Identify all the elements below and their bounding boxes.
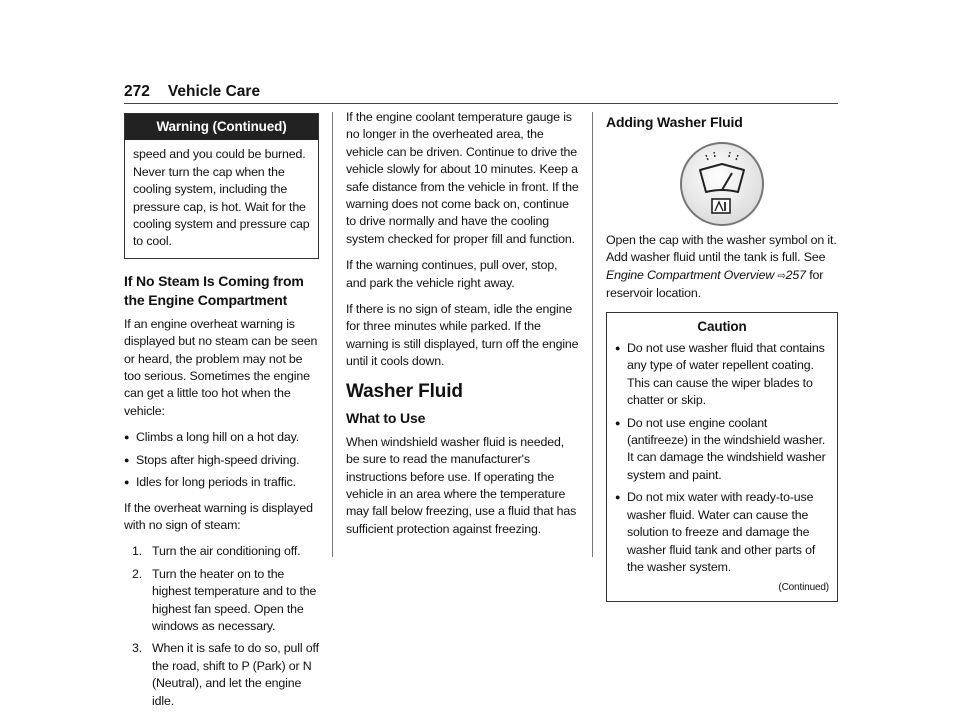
- washer-fluid-icon: [606, 140, 838, 228]
- page-header: [124, 83, 260, 101]
- condition-list: [124, 429, 319, 491]
- adding-paragraph: [606, 232, 838, 303]
- section-title: Vehicle Care: [167, 83, 261, 100]
- page-number: 272: [124, 83, 150, 100]
- step-item: [124, 566, 319, 636]
- arrow-right-icon: ⇨: [777, 270, 786, 282]
- column-divider-2: [592, 112, 593, 557]
- warning-box: [124, 113, 319, 259]
- caution-title: Caution: [697, 318, 747, 334]
- list-item: ● Stops after high-speed driving.: [124, 452, 319, 469]
- caution-item: ● Do not use washer fluid that contains any type of water repellent coating. This can cause the wiper blades to chatter or skip.: [615, 340, 829, 410]
- reservoir-text: for reservoir location.: [606, 267, 824, 301]
- warning-title: Warning (Continued): [125, 114, 318, 140]
- idle-paragraph: If there is no sign of steam, idle the engine for three minutes while parked. If the warning is still displayed, turn off the engine until it cools down.: [346, 302, 579, 369]
- what-to-use-heading: What to Use: [346, 409, 426, 426]
- overheat-paragraph: If an engine overheat warning is displayed but no steam can be seen or heard, the problem may not be too serious. Sometimes the engine can get a little too hot when the vehicle:: [124, 316, 318, 418]
- caution-list: [615, 340, 829, 576]
- column-3: [606, 113, 838, 602]
- what-to-use-paragraph: When windshield washer fluid is needed, be sure to read the manufacturer's instructions before use. If operating the vehicle in an area where the temperature may fall below freezing, use a fluid that has sufficient protection against freezing.: [346, 434, 577, 536]
- step-text: Turn the heater on to the highest temperature and to the highest fan speed. Open the windows as necessary.: [152, 566, 317, 633]
- continued-label: (Continued): [778, 582, 829, 594]
- step-text: Turn the air conditioning off.: [152, 544, 301, 559]
- warning-text: speed and you could be burned. Never turn the cap when the cooling system, including the pressure cap, is hot. Wait for the cooling system and pressure cap to cool.: [133, 147, 310, 249]
- step-item: [124, 543, 319, 560]
- header-rule: [124, 103, 838, 104]
- column-divider-1: [332, 112, 333, 557]
- xref-link[interactable]: Engine Compartment Overview: [606, 267, 775, 282]
- no-steam-paragraph: If the overheat warning is displayed with no sign of steam:: [124, 500, 313, 532]
- adding-text: Open the cap with the washer symbol on it. Add washer fluid until the tank is full. See: [606, 233, 837, 265]
- gauge-paragraph: If the engine coolant temperature gauge is no longer in the overheated area, the vehicle can be driven. Continue to drive the vehicle slowly for about 10 minutes. Keep a safe distance from the vehicle in front. If the warning does not come back on, continue to drive normally and have the cooling system checked for proper fill and function.: [346, 110, 579, 246]
- washer-fluid-title: Washer Fluid: [346, 380, 463, 402]
- step-text: When it is safe to do so, pull off the road, shift to P (Park) or N (Neutral), and let the engine idle.: [152, 641, 319, 708]
- column-2: [346, 109, 579, 547]
- list-item: ● Climbs a long hill on a hot day.: [124, 429, 319, 446]
- step-number: 1.: [132, 544, 143, 559]
- step-number: 2.: [132, 566, 143, 581]
- list-item: ● Idles for long periods in traffic.: [124, 474, 319, 491]
- column-1: [124, 113, 319, 715]
- warning-continues-paragraph: If the warning continues, pull over, stop, and park the vehicle right away.: [346, 258, 558, 290]
- xref-page[interactable]: 257: [785, 267, 806, 282]
- caution-box: [606, 312, 838, 602]
- no-steam-heading: If No Steam Is Coming from the Engine Compartment: [124, 272, 304, 308]
- step-number: 3.: [132, 641, 143, 656]
- step-item: [124, 640, 319, 710]
- adding-washer-fluid-heading: Adding Washer Fluid: [606, 114, 743, 130]
- caution-item: ● Do not use engine coolant (antifreeze) in the windshield washer. It can damage the windshield washer system and paint.: [615, 415, 829, 485]
- caution-item: ● Do not mix water with ready-to-use washer fluid. Water can cause the solution to freeze and damage the washer fluid tank and other parts of the washer system.: [615, 489, 829, 576]
- steps-list: [124, 543, 319, 710]
